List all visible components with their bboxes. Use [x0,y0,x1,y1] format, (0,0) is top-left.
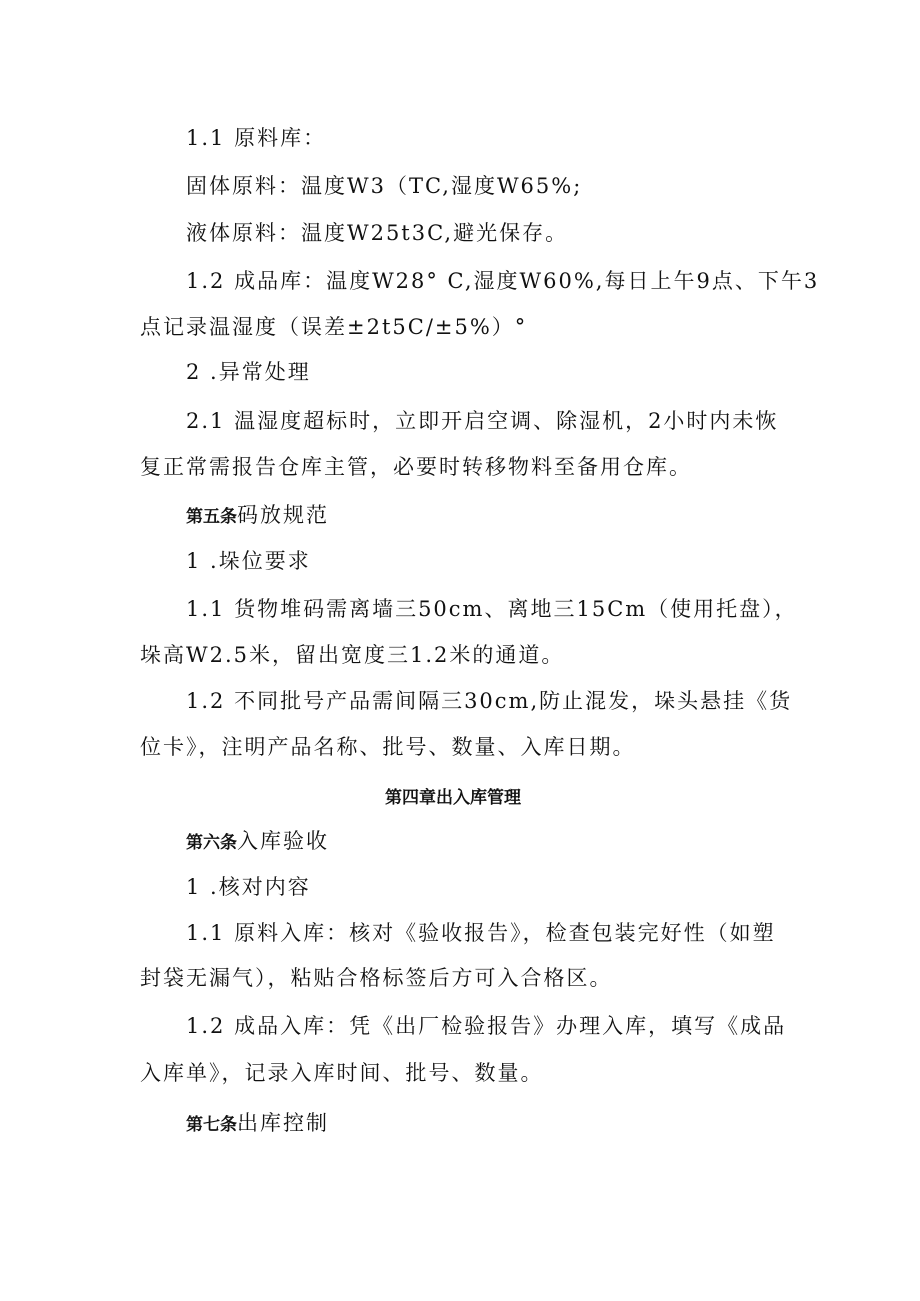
line-1-2-product-inbound: 1.2 成品入库：凭《出厂检验报告》办理入库，填写《成品 [186,1014,787,1038]
line-1-2-batch-interval: 1.2 不同批号产品需间隔三30cm,防止混发，垛头悬挂《货 [186,689,793,713]
line-1-1-stacking-distance: 1.1 货物堆码需离墙三50cm、离地三15Cm（使用托盘）， [186,597,798,621]
line-location-card: 位卡》，注明产品名称、批号、数量、入库日期。 [140,735,636,759]
article-label: 第五条 [186,507,237,527]
line-solid-materials: 固体原料：温度W3（TC,湿度W65%; [186,174,583,198]
chapter-4-title: 第四章出入库管理 [385,788,521,808]
article-5-heading: 第五条码放规范 [186,503,329,527]
line-1-stack-requirements: 1 .垛位要求 [186,549,311,573]
line-1-check-content: 1 .核对内容 [186,875,311,899]
article-label: 第七条 [186,1115,237,1135]
line-report-manager: 复正常需报告仓库主管，必要时转移物料至备用仓库。 [140,455,692,479]
line-1-1-raw-storage: 1.1 原料库： [186,126,327,150]
line-liquid-materials: 液体原料：温度W25t3C,避光保存。 [186,221,569,245]
line-inbound-record: 入库单》，记录入库时间、批号、数量。 [140,1061,544,1085]
article-7-heading: 第七条出库控制 [186,1111,329,1135]
line-2-1-over-limit: 2.1 温湿度超标时，立即开启空调、除湿机，2小时内未恢 [186,409,779,433]
line-stack-height: 垛高W2.5米，留出宽度三1.2米的通道。 [140,643,565,667]
article-6-heading: 第六条入库验收 [186,829,329,853]
line-sealed-bag: 封袋无漏气），粘贴合格标签后方可入合格区。 [140,966,613,990]
line-2-exception-handling: 2 .异常处理 [186,360,311,384]
line-1-1-raw-inbound: 1.1 原料入库：核对《验收报告》，检查包装完好性（如塑 [186,921,776,945]
article-label: 第六条 [186,833,237,853]
line-record-humidity: 点记录温湿度（误差±2t5C/±5%）° [140,315,528,339]
line-1-2-product-storage: 1.2 成品库：温度W28° C,湿度W60%,每日上午9点、下午3 [186,269,820,293]
